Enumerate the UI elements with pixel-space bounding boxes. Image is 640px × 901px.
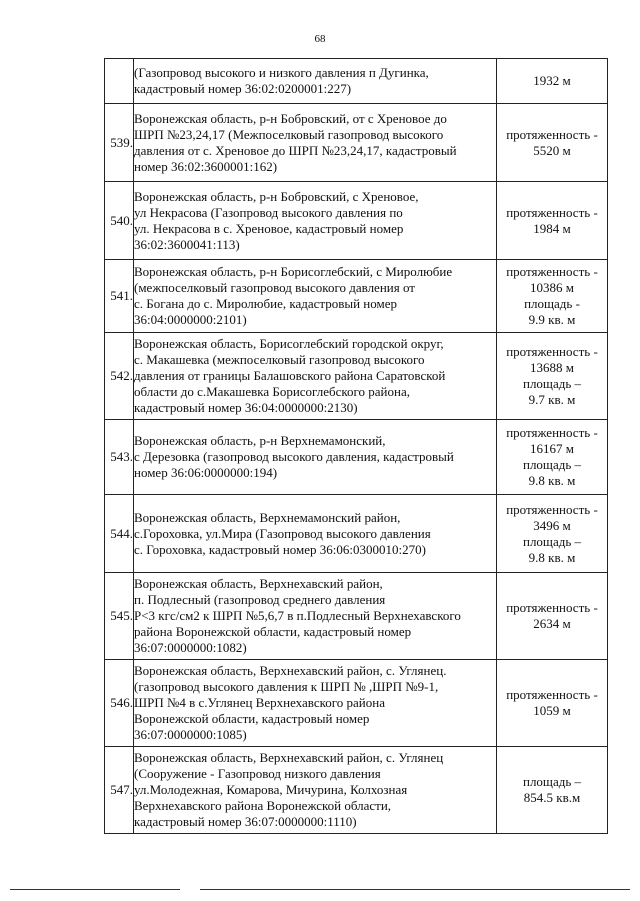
description-line: Воронежская область, р-н Верхнемамонский, (134, 433, 386, 448)
table-row (105, 573, 608, 660)
table-row (105, 495, 608, 573)
description-line: ул Некрасова (Газопровод высокого давления по (134, 204, 403, 220)
description-line: кадастровый номер 36:02:0200001:227) (134, 81, 352, 96)
object-description (134, 573, 497, 660)
page-number: 68 (314, 33, 326, 45)
object-description (134, 747, 497, 834)
description-line: ул.Молодежная, Комарова, Мичурина, Колхозная (134, 782, 408, 797)
table-row (105, 59, 608, 104)
description-line: кадастровый номер 36:04:0000000:2130) (134, 400, 358, 415)
description-line: Воронежская область, Верхнехавский район, с. Углянец (134, 750, 444, 765)
object-description (134, 59, 497, 104)
object-measure (497, 747, 608, 834)
measure-line: 854.5 кв.м (523, 790, 581, 805)
description-line: номер 36:06:0000000:194) (134, 465, 278, 480)
description-line: 36:04:0000000:2101) (134, 312, 247, 327)
description-line: ул. Некрасова в с. Хреновое, кадастровый номер (134, 220, 404, 236)
measure-line: площадь – (522, 774, 582, 789)
measure-line: протяженность - (506, 204, 598, 220)
description-line: кадастровый номер 36:07:0000000:1110) (134, 814, 357, 829)
description-line: 36:07:0000000:1082) (134, 640, 247, 655)
object-description (134, 333, 497, 420)
measure-line: 5520 м (533, 142, 571, 158)
description-line: Воронежской области, кадастровый номер (134, 711, 370, 726)
row-number (105, 59, 134, 104)
object-description (134, 104, 497, 182)
table-row (105, 260, 608, 333)
description-line: Воронежская область, Верхнемамонский район, (134, 509, 401, 525)
measure-line: протяженность - (506, 687, 598, 702)
measure-line: протяженность - (506, 264, 598, 279)
object-measure (497, 260, 608, 333)
measure-line: протяженность - (506, 425, 598, 440)
object-description (134, 260, 497, 333)
description-line: (межпоселковый газопровод высокого давления от (134, 280, 415, 295)
description-line: с. Гороховка, кадастровый номер 36:06:0300010:270) (134, 541, 426, 557)
footer-rule-left (10, 889, 180, 890)
row-number: 541. (105, 260, 134, 333)
measure-line: 1932 м (533, 73, 571, 88)
row-number: 543. (105, 420, 134, 495)
row-number: 540. (105, 182, 134, 260)
measure-line: протяженность - (506, 344, 598, 359)
measure-line: протяженность - (506, 126, 598, 142)
registry-table-body (105, 59, 608, 834)
description-line: (Сооружение - Газопровод низкого давления (134, 766, 381, 781)
object-measure (497, 495, 608, 573)
description-line: с.Гороховка, ул.Мира (Газопровод высокого давления (134, 525, 431, 541)
description-line: с Дерезовка (газопровод высокого давления, кадастровый (134, 449, 454, 464)
measure-line: протяженность - (506, 501, 598, 517)
measure-line: 10386 м (530, 280, 574, 295)
table-row (105, 104, 608, 182)
object-measure (497, 333, 608, 420)
row-number: 544. (105, 495, 134, 573)
description-line: Воронежская область, Верхнехавский район, с. Углянец. (134, 663, 447, 678)
measure-line: 9.8 кв. м (528, 473, 576, 488)
measure-line: площадь – (522, 457, 582, 472)
object-measure (497, 59, 608, 104)
row-number: 546. (105, 660, 134, 747)
measure-line: 16167 м (530, 441, 574, 456)
measure-line: 13688 м (530, 360, 574, 375)
footer-rule-right (200, 889, 630, 890)
measure-line: 9.9 кв. м (528, 312, 576, 327)
description-line: с. Макашевка (межпоселковый газопровод высокого (134, 352, 425, 367)
table-row (105, 747, 608, 834)
row-number: 545. (105, 573, 134, 660)
description-line: Воронежская область, р-н Бобровский, с Хреновое, (134, 188, 419, 204)
measure-line: площадь - (524, 296, 580, 311)
registry-table (104, 58, 608, 834)
measure-line: площадь – (522, 533, 582, 549)
description-line: (газопровод высокого давления к ШРП № ,ШРП №9-1, (134, 679, 439, 694)
table-row (105, 182, 608, 260)
table-row (105, 660, 608, 747)
description-line: ШРП №23,24,17 (Межпоселковый газопровод высокого (134, 126, 444, 142)
description-line: давления от с. Хреновое до ШРП №23,24,17, кадастровый (134, 142, 457, 158)
table-row (105, 333, 608, 420)
row-number: 539. (105, 104, 134, 182)
row-number: 542. (105, 333, 134, 420)
description-line: района Воронежской области, кадастровый номер (134, 624, 412, 639)
description-line: Воронежская область, р-н Бобровский, от с Хреновое до (134, 110, 447, 126)
measure-line: 9.8 кв. м (528, 549, 576, 565)
description-line: Воронежская область, Борисоглебский городской округ, (134, 336, 444, 351)
object-measure (497, 573, 608, 660)
measure-line: площадь – (522, 376, 582, 391)
description-line: Воронежская область, р-н Борисоглебский, с Миролюбие (134, 264, 453, 279)
object-measure (497, 104, 608, 182)
description-line: (Газопровод высокого и низкого давления п Дугинка, (134, 65, 429, 80)
description-line: 36:02:3600041:113) (134, 236, 240, 252)
description-line: области до с.Макашевка Борисоглебского района, (134, 384, 410, 399)
table-row (105, 420, 608, 495)
description-line: с. Богана до с. Миролюбие, кадастровый номер (134, 296, 398, 311)
object-measure (497, 660, 608, 747)
measure-line: протяженность - (506, 600, 598, 615)
description-line: ШРП №4 в с.Углянец Верхнехавского района (134, 695, 385, 710)
object-description (134, 182, 497, 260)
object-description (134, 660, 497, 747)
description-line: 36:07:0000000:1085) (134, 727, 247, 742)
description-line: Воронежская область, Верхнехавский район, (134, 576, 383, 591)
object-description (134, 495, 497, 573)
object-measure (497, 420, 608, 495)
description-line: давления от границы Балашовского района Саратовской (134, 368, 446, 383)
measure-line: 1984 м (533, 220, 571, 236)
description-line: п. Подлесный (газопровод среднего давления (134, 592, 386, 607)
description-line: P<3 кгс/см2 к ШРП №5,6,7 в п.Подлесный Верхнехавского (134, 608, 461, 623)
row-number: 547. (105, 747, 134, 834)
measure-line: 9.7 кв. м (528, 392, 576, 407)
measure-line: 3496 м (533, 517, 571, 533)
object-measure (497, 182, 608, 260)
object-description (134, 420, 497, 495)
measure-line: 2634 м (533, 616, 571, 631)
description-line: Верхнехавского района Воронежской области, (134, 798, 392, 813)
measure-line: 1059 м (533, 703, 571, 718)
description-line: номер 36:02:3600001:162) (134, 158, 278, 174)
